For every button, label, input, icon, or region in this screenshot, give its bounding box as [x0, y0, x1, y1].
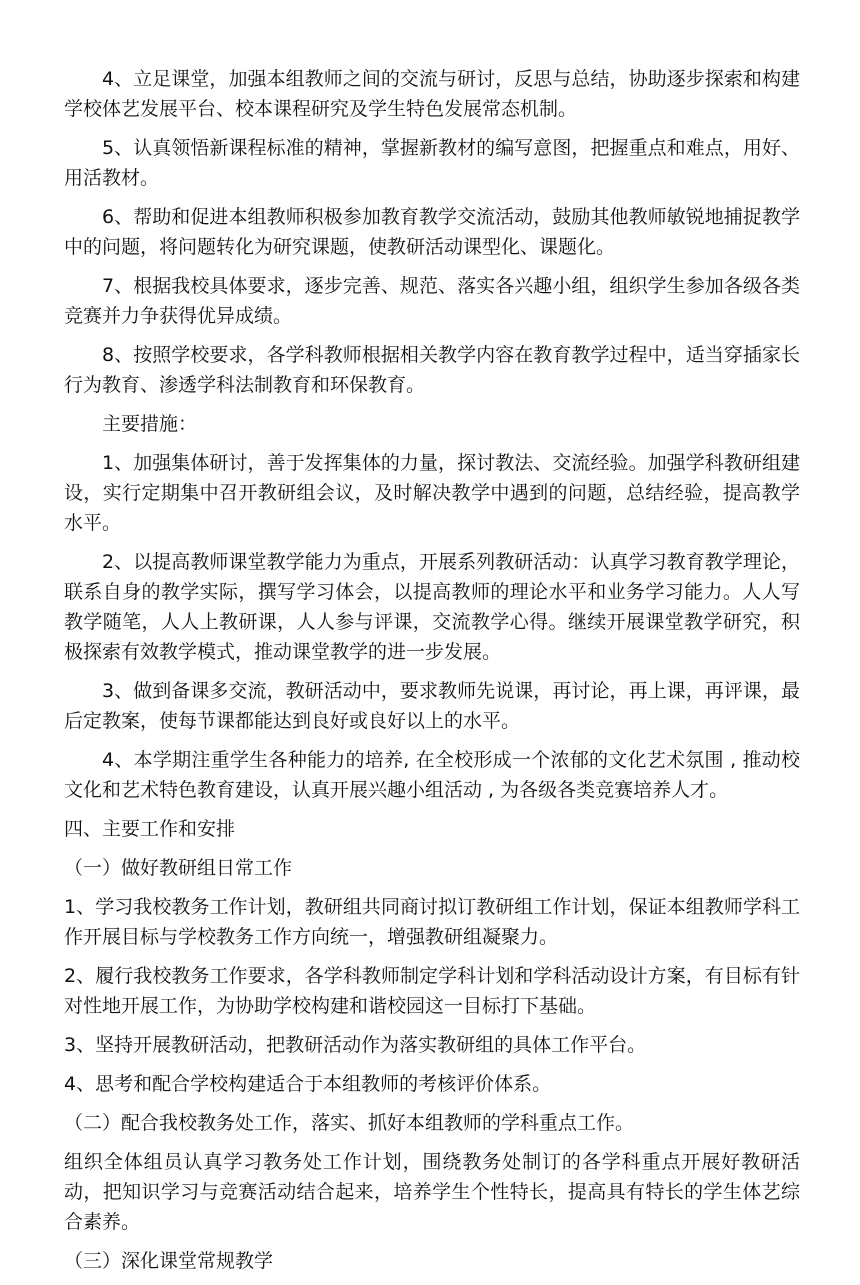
subsection-one-item-4: 4、思考和配合学校构建适合于本组教师的考核评价体系。	[64, 1073, 552, 1095]
subsection-one-heading: （一）做好教研组日常工作	[64, 857, 293, 879]
goal-item-8: 8、按照学校要求，各学科教师根据相关教学内容在教育教学过程中，适当穿插家长行为教育、渗透学科法制教育和环保教育。	[64, 344, 800, 396]
subsection-two-heading: （二）配合我校教务处工作，落实、抓好本组教师的学科重点工作。	[64, 1112, 635, 1134]
subsection-one-item-2: 2、履行我校教务工作要求，各学科教师制定学科计划和学科活动设计方案，有目标有针对性地开展工作，为协助学校构建和谐校园这一目标打下基础。	[64, 965, 800, 1017]
goal-item-4: 4、立足课堂，加强本组教师之间的交流与研讨，反思与总结，协助逐步探索和构建学校体艺发展平台、校本课程研究及学生特色发展常态机制。	[64, 68, 800, 120]
section-four-heading: 四、主要工作和安排	[64, 818, 236, 840]
subsection-one-item-1: 1、学习我校教务工作计划，教研组共同商讨拟订教研组工作计划，保证本组教师学科工作开展目标与学校教务工作方向统一，增强教研组凝聚力。	[64, 896, 800, 948]
goal-item-7: 7、根据我校具体要求，逐步完善、规范、落实各兴趣小组，组织学生参加各级各类竞赛并力争获得优异成绩。	[64, 275, 800, 327]
measures-heading: 主要措施：	[102, 413, 198, 435]
measure-item-4: 4、本学期注重学生各种能力的培养, 在全校形成一个浓郁的文化艺术氛围 , 推动校文化和艺术特色教育建设，认真开展兴趣小组活动 , 为各级各类竞赛培养人才。	[64, 749, 800, 801]
measure-item-3: 3、做到备课多交流，教研活动中，要求教师先说课，再讨论，再上课，再评课，最后定教案，使每节课都能达到良好或良好以上的水平。	[64, 680, 800, 732]
subsection-three-heading: （三）深化课堂常规教学	[64, 1250, 274, 1272]
subsection-one-item-3: 3、坚持开展教研活动，把教研活动作为落实教研组的具体工作平台。	[64, 1034, 647, 1056]
subsection-two-body: 组织全体组员认真学习教务处工作计划，围绕教务处制订的各学科重点开展好教研活动，把知识学习与竞赛活动结合起来，培养学生个性特长，提高具有特长的学生体艺综合素养。	[64, 1151, 800, 1233]
measure-item-2: 2、以提高教师课堂教学能力为重点，开展系列教研活动：认真学习教育教学理论，联系自身的教学实际，撰写学习体会，以提高教师的理论水平和业务学习能力。人人写教学随笔，人人上教研课，人人参与评课，交流教学心得。继续开展课堂教学研究，积极探索有效教学模式，推动课堂教学的进一步发展。	[64, 551, 800, 663]
goal-item-6: 6、帮助和促进本组教师积极参加教育教学交流活动，鼓励其他教师敏锐地捕捉教学中的问题，将问题转化为研究课题，使教研活动课型化、课题化。	[64, 206, 800, 258]
measure-item-1: 1、加强集体研讨，善于发挥集体的力量，探讨教法、交流经验。加强学科教研组建设，实行定期集中召开教研组会议，及时解决教学中遇到的问题，总结经验，提高教学水平。	[64, 452, 800, 534]
goal-item-5: 5、认真领悟新课程标准的精神，掌握新教材的编写意图，把握重点和难点，用好、用活教材。	[64, 137, 800, 189]
document-body	[64, 64, 800, 1285]
